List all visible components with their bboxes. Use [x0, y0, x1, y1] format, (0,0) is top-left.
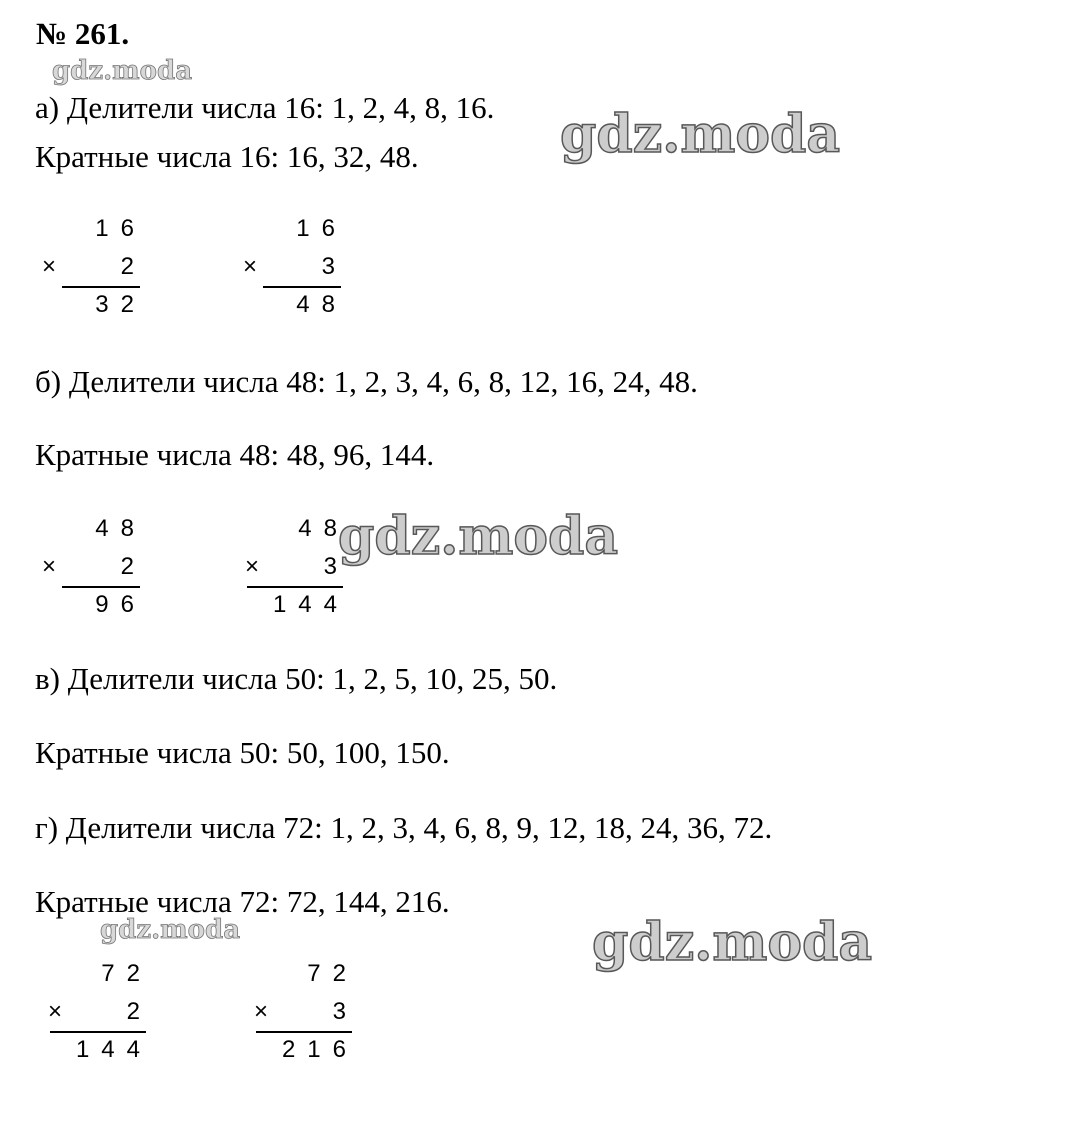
- calc-multiplier: 3: [323, 553, 349, 580]
- watermark-logo: gdz.moda: [338, 506, 619, 567]
- calc-top-number: 16: [296, 215, 347, 242]
- multiply-sign: ×: [42, 253, 57, 280]
- part-b-calc-1: [42, 510, 146, 624]
- watermark-logo: gdz.moda: [52, 56, 193, 86]
- part-a-divisors: а) Делители числа 16: 1, 2, 4, 8, 16.: [35, 90, 495, 125]
- calc-top-number: 16: [95, 215, 146, 242]
- multiply-sign: ×: [254, 998, 269, 1025]
- part-b-divisors: б) Делители числа 48: 1, 2, 3, 4, 6, 8, 12, 16, 24, 48.: [35, 364, 698, 399]
- calc-multiplier: 2: [126, 998, 152, 1025]
- part-a-calc-1: [42, 210, 146, 324]
- calc-rule: [50, 1031, 146, 1033]
- calc-rule: [62, 586, 140, 588]
- calc-result: 144: [75, 1036, 152, 1063]
- part-g-calc-2: [254, 955, 358, 1069]
- calc-result: 216: [281, 1036, 358, 1063]
- part-v-multiples: Кратные числа 50: 50, 100, 150.: [35, 735, 450, 770]
- multiply-sign: ×: [245, 553, 260, 580]
- watermark-logo: gdz.moda: [560, 104, 841, 165]
- calc-top-number: 48: [298, 515, 349, 542]
- calc-top-number: 48: [95, 515, 146, 542]
- part-a-calc-2: [243, 210, 347, 324]
- part-g-divisors: г) Делители числа 72: 1, 2, 3, 4, 6, 8, 9, 12, 18, 24, 36, 72.: [35, 810, 773, 845]
- part-v-divisors: в) Делители числа 50: 1, 2, 5, 10, 25, 50.: [35, 661, 558, 696]
- calc-rule: [263, 286, 341, 288]
- calc-rule: [256, 1031, 352, 1033]
- calc-multiplier: 3: [321, 253, 347, 280]
- multiply-sign: ×: [42, 553, 57, 580]
- calc-result: 144: [272, 591, 349, 618]
- part-g-multiples: Кратные числа 72: 72, 144, 216.: [35, 884, 450, 919]
- multiply-sign: ×: [243, 253, 258, 280]
- part-a-multiples: Кратные числа 16: 16, 32, 48.: [35, 139, 419, 174]
- calc-result: 96: [95, 591, 146, 618]
- watermark-logo: gdz.moda: [100, 915, 241, 945]
- calc-multiplier: 2: [120, 253, 146, 280]
- part-g-calc-1: [48, 955, 152, 1069]
- calc-multiplier: 2: [120, 553, 146, 580]
- part-b-multiples: Кратные числа 48: 48, 96, 144.: [35, 437, 435, 472]
- calc-top-number: 72: [307, 960, 358, 987]
- calc-result: 32: [95, 291, 146, 318]
- calc-rule: [247, 586, 343, 588]
- problem-title: № 261.: [36, 16, 130, 51]
- watermark-logo: gdz.moda: [592, 912, 873, 973]
- calc-result: 48: [296, 291, 347, 318]
- calc-multiplier: 3: [332, 998, 358, 1025]
- part-b-calc-2: [245, 510, 349, 624]
- calc-top-number: 72: [101, 960, 152, 987]
- multiply-sign: ×: [48, 998, 63, 1025]
- calc-rule: [62, 286, 140, 288]
